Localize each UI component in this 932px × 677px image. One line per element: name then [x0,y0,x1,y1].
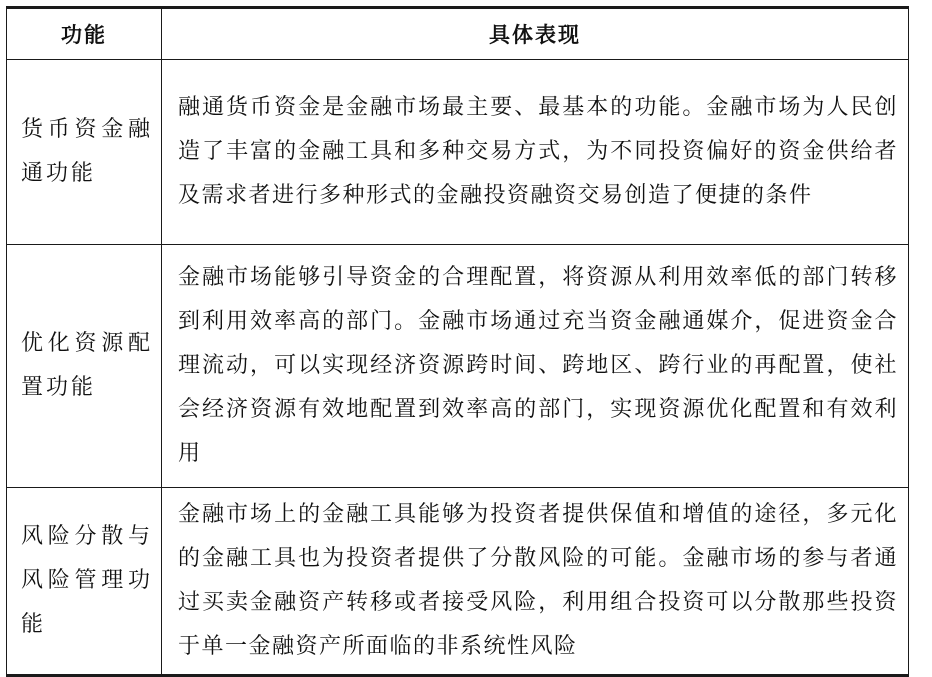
financial-market-functions-table [6,6,909,677]
table-row [7,60,909,245]
function-name-cell: 货币资金融通功能 [7,60,162,245]
header-function: 功能 [7,8,162,60]
function-description-cell: 金融市场上的金融工具能够为投资者提供保值和增值的途径，多元化的金融工具也为投资者提供了分散风险的可能。金融市场的参与者通过买卖金融资产转移或者接受风险，利用组合投资可以分散那些投资于单一金融资产所面临的非系统性风险 [162,488,909,676]
table-row [7,245,909,488]
function-description-cell: 融通货币资金是金融市场最主要、最基本的功能。金融市场为人民创造了丰富的金融工具和多种交易方式，为不同投资偏好的资金供给者及需求者进行多种形式的金融投资融资交易创造了便捷的条件 [162,60,909,245]
header-description: 具体表现 [162,8,909,60]
table-row [7,488,909,676]
function-name-cell: 风险分散与风险管理功能 [7,488,162,676]
function-name-cell: 优化资源配置功能 [7,245,162,488]
function-description-cell: 金融市场能够引导资金的合理配置，将资源从利用效率低的部门转移到利用效率高的部门。金融市场通过充当资金融通媒介，促进资金合理流动，可以实现经济资源跨时间、跨地区、跨行业的再配置，使社会经济资源有效地配置到效率高的部门，实现资源优化配置和有效利用 [162,245,909,488]
table-header-row [7,8,909,60]
